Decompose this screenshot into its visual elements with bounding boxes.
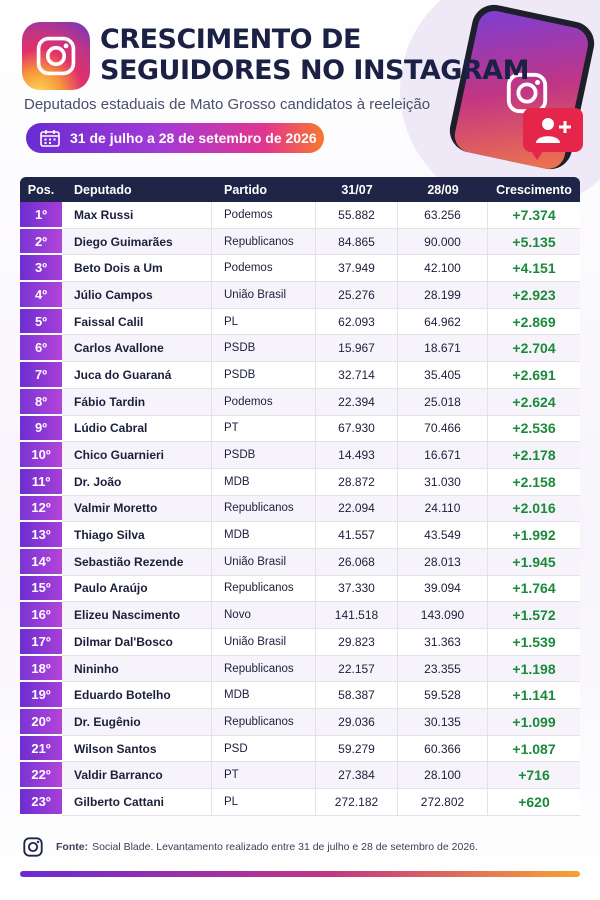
cell-growth: +1.087 <box>488 736 580 763</box>
instagram-icon <box>22 836 44 858</box>
table-row <box>20 416 580 443</box>
page-subtitle: Deputados estaduais de Mato Grosso candidatos à reeleição <box>24 96 431 113</box>
header-position: Pos. <box>20 177 62 202</box>
instagram-logo <box>22 22 90 90</box>
cell-july: 37.949 <box>316 255 398 282</box>
cell-growth: +716 <box>488 762 580 789</box>
table-row <box>20 762 580 789</box>
cell-position: 8º <box>20 389 62 416</box>
table-row <box>20 549 580 576</box>
add-user-icon <box>533 115 573 145</box>
cell-party: Republicanos <box>212 656 316 683</box>
cell-growth: +2.158 <box>488 469 580 496</box>
cell-july: 15.967 <box>316 335 398 362</box>
cell-deputy: Eduardo Botelho <box>62 682 212 709</box>
source-note <box>22 836 478 858</box>
source-label: Fonte: <box>56 841 89 853</box>
cell-july: 26.068 <box>316 549 398 576</box>
cell-growth: +1.198 <box>488 656 580 683</box>
source-text: Social Blade. Levantamento realizado entre 31 de julho e 28 de setembro de 2026. <box>92 841 478 853</box>
cell-deputy: Sebastião Rezende <box>62 549 212 576</box>
table-row <box>20 656 580 683</box>
cell-position: 11º <box>20 469 62 496</box>
cell-position: 21º <box>20 736 62 763</box>
cell-september: 23.355 <box>398 656 488 683</box>
title-line-1: CRESCIMENTO DE <box>100 24 361 55</box>
table-row <box>20 309 580 336</box>
cell-growth: +2.624 <box>488 389 580 416</box>
cell-september: 60.366 <box>398 736 488 763</box>
new-follower-badge <box>523 108 583 152</box>
cell-deputy: Dilmar Dal'Bosco <box>62 629 212 656</box>
date-range-text: 31 de julho a 28 de setembro de 2026 <box>70 130 317 146</box>
cell-party: Podemos <box>212 202 316 229</box>
instagram-icon <box>34 34 78 78</box>
cell-growth: +1.945 <box>488 549 580 576</box>
cell-growth: +2.691 <box>488 362 580 389</box>
cell-july: 27.384 <box>316 762 398 789</box>
cell-growth: +7.374 <box>488 202 580 229</box>
table-row <box>20 469 580 496</box>
cell-position: 6º <box>20 335 62 362</box>
cell-september: 24.110 <box>398 496 488 523</box>
table-header-row <box>20 177 580 202</box>
cell-july: 59.279 <box>316 736 398 763</box>
cell-position: 1º <box>20 202 62 229</box>
cell-deputy: Max Russi <box>62 202 212 229</box>
cell-growth: +2.016 <box>488 496 580 523</box>
table-row <box>20 282 580 309</box>
cell-september: 28.100 <box>398 762 488 789</box>
cell-september: 25.018 <box>398 389 488 416</box>
cell-growth: +2.704 <box>488 335 580 362</box>
cell-growth: +5.135 <box>488 229 580 256</box>
cell-position: 3º <box>20 255 62 282</box>
cell-deputy: Juca do Guaraná <box>62 362 212 389</box>
table-row <box>20 602 580 629</box>
cell-party: Republicanos <box>212 709 316 736</box>
cell-july: 84.865 <box>316 229 398 256</box>
date-range-pill <box>26 123 324 153</box>
cell-september: 30.135 <box>398 709 488 736</box>
cell-growth: +1.141 <box>488 682 580 709</box>
cell-growth: +1.992 <box>488 522 580 549</box>
cell-party: PL <box>212 309 316 336</box>
table-row <box>20 576 580 603</box>
cell-position: 7º <box>20 362 62 389</box>
cell-deputy: Valdir Barranco <box>62 762 212 789</box>
cell-position: 18º <box>20 656 62 683</box>
cell-growth: +1.099 <box>488 709 580 736</box>
cell-party: PSDB <box>212 362 316 389</box>
cell-party: União Brasil <box>212 629 316 656</box>
cell-position: 13º <box>20 522 62 549</box>
cell-september: 16.671 <box>398 442 488 469</box>
cell-position: 4º <box>20 282 62 309</box>
calendar-icon <box>40 129 60 147</box>
cell-july: 28.872 <box>316 469 398 496</box>
cell-september: 28.013 <box>398 549 488 576</box>
ranking-table <box>20 177 580 816</box>
cell-growth: +2.869 <box>488 309 580 336</box>
cell-deputy: Carlos Avallone <box>62 335 212 362</box>
cell-september: 90.000 <box>398 229 488 256</box>
cell-party: Republicanos <box>212 496 316 523</box>
cell-party: PSDB <box>212 442 316 469</box>
cell-position: 2º <box>20 229 62 256</box>
cell-july: 62.093 <box>316 309 398 336</box>
cell-party: PT <box>212 762 316 789</box>
cell-july: 22.394 <box>316 389 398 416</box>
cell-september: 39.094 <box>398 576 488 603</box>
cell-position: 9º <box>20 416 62 443</box>
cell-september: 272.802 <box>398 789 488 816</box>
cell-position: 22º <box>20 762 62 789</box>
bottom-gradient-bar <box>20 871 580 877</box>
cell-party: União Brasil <box>212 282 316 309</box>
cell-party: Novo <box>212 602 316 629</box>
title-line-2: SEGUIDORES NO INSTAGRAM <box>100 55 529 86</box>
table-row <box>20 709 580 736</box>
cell-growth: +1.572 <box>488 602 580 629</box>
table-body <box>20 202 580 816</box>
table-row <box>20 389 580 416</box>
cell-party: MDB <box>212 682 316 709</box>
cell-party: PT <box>212 416 316 443</box>
cell-deputy: Paulo Araújo <box>62 576 212 603</box>
cell-september: 31.363 <box>398 629 488 656</box>
cell-deputy: Valmir Moretto <box>62 496 212 523</box>
cell-party: Republicanos <box>212 576 316 603</box>
cell-party: Podemos <box>212 255 316 282</box>
table-row <box>20 335 580 362</box>
cell-july: 272.182 <box>316 789 398 816</box>
cell-july: 32.714 <box>316 362 398 389</box>
cell-july: 41.557 <box>316 522 398 549</box>
cell-deputy: Dr. João <box>62 469 212 496</box>
cell-position: 23º <box>20 789 62 816</box>
cell-position: 5º <box>20 309 62 336</box>
cell-july: 29.036 <box>316 709 398 736</box>
table-row <box>20 362 580 389</box>
cell-july: 25.276 <box>316 282 398 309</box>
cell-party: MDB <box>212 469 316 496</box>
cell-september: 42.100 <box>398 255 488 282</box>
cell-deputy: Fábio Tardin <box>62 389 212 416</box>
cell-position: 16º <box>20 602 62 629</box>
cell-deputy: Wilson Santos <box>62 736 212 763</box>
cell-growth: +2.536 <box>488 416 580 443</box>
cell-september: 35.405 <box>398 362 488 389</box>
cell-september: 59.528 <box>398 682 488 709</box>
cell-growth: +2.923 <box>488 282 580 309</box>
cell-position: 20º <box>20 709 62 736</box>
header-growth: Crescimento <box>488 177 580 202</box>
cell-deputy: Dr. Eugênio <box>62 709 212 736</box>
cell-july: 22.157 <box>316 656 398 683</box>
table-row <box>20 442 580 469</box>
table-row <box>20 682 580 709</box>
cell-position: 12º <box>20 496 62 523</box>
cell-deputy: Beto Dois a Um <box>62 255 212 282</box>
cell-july: 141.518 <box>316 602 398 629</box>
table-row <box>20 229 580 256</box>
cell-position: 14º <box>20 549 62 576</box>
cell-party: PL <box>212 789 316 816</box>
header-deputy: Deputado <box>62 177 212 202</box>
cell-position: 19º <box>20 682 62 709</box>
cell-deputy: Júlio Campos <box>62 282 212 309</box>
cell-party: PSDB <box>212 335 316 362</box>
cell-july: 67.930 <box>316 416 398 443</box>
cell-party: PSD <box>212 736 316 763</box>
cell-growth: +620 <box>488 789 580 816</box>
cell-july: 22.094 <box>316 496 398 523</box>
cell-september: 43.549 <box>398 522 488 549</box>
cell-deputy: Gilberto Cattani <box>62 789 212 816</box>
cell-growth: +2.178 <box>488 442 580 469</box>
table-row <box>20 255 580 282</box>
cell-deputy: Faissal Calil <box>62 309 212 336</box>
cell-september: 18.671 <box>398 335 488 362</box>
cell-deputy: Thiago Silva <box>62 522 212 549</box>
table-row <box>20 522 580 549</box>
page-title <box>100 24 529 86</box>
table-row <box>20 496 580 523</box>
header-july: 31/07 <box>316 177 398 202</box>
cell-position: 17º <box>20 629 62 656</box>
cell-growth: +4.151 <box>488 255 580 282</box>
cell-growth: +1.539 <box>488 629 580 656</box>
cell-party: União Brasil <box>212 549 316 576</box>
cell-july: 37.330 <box>316 576 398 603</box>
cell-july: 29.823 <box>316 629 398 656</box>
cell-position: 10º <box>20 442 62 469</box>
table-row <box>20 736 580 763</box>
cell-position: 15º <box>20 576 62 603</box>
cell-deputy: Lúdio Cabral <box>62 416 212 443</box>
table-row <box>20 629 580 656</box>
cell-party: MDB <box>212 522 316 549</box>
cell-party: Republicanos <box>212 229 316 256</box>
cell-september: 143.090 <box>398 602 488 629</box>
table-row <box>20 789 580 816</box>
cell-july: 14.493 <box>316 442 398 469</box>
cell-july: 58.387 <box>316 682 398 709</box>
table-row <box>20 202 580 229</box>
cell-july: 55.882 <box>316 202 398 229</box>
cell-september: 64.962 <box>398 309 488 336</box>
cell-september: 28.199 <box>398 282 488 309</box>
header-party: Partido <box>212 177 316 202</box>
header-september: 28/09 <box>398 177 488 202</box>
cell-deputy: Elizeu Nascimento <box>62 602 212 629</box>
cell-deputy: Nininho <box>62 656 212 683</box>
cell-party: Podemos <box>212 389 316 416</box>
cell-deputy: Chico Guarnieri <box>62 442 212 469</box>
cell-september: 70.466 <box>398 416 488 443</box>
cell-september: 63.256 <box>398 202 488 229</box>
ranking-table-container <box>20 177 580 816</box>
cell-growth: +1.764 <box>488 576 580 603</box>
cell-deputy: Diego Guimarães <box>62 229 212 256</box>
cell-september: 31.030 <box>398 469 488 496</box>
